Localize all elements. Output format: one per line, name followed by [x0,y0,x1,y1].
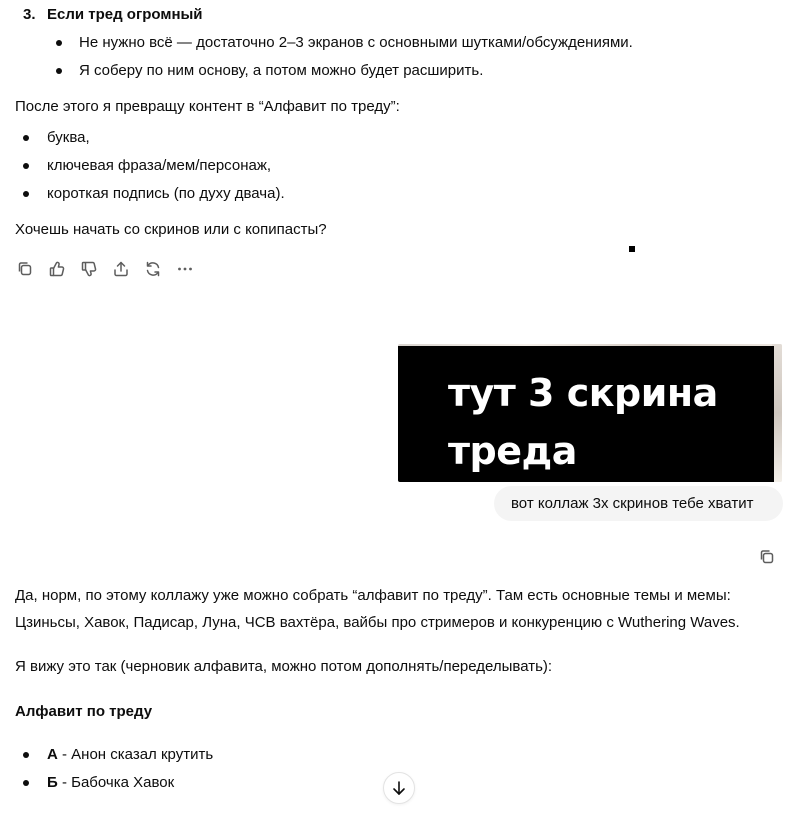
list-item: буква, [47,129,90,146]
alphabet-letter: Б [47,774,58,791]
image-overlay [398,346,774,482]
response-paragraph-line: Цзиньсы, Хавок, Падисар, Луна, ЧСВ вахтёра, вайбы про стримеров и конкуренцию с Wuthering Waves. [15,614,740,631]
intro-paragraph: После этого я превращу контент в “Алфавит по треду”: [15,98,400,115]
list-item: ключевая фраза/мем/персонаж, [47,157,272,174]
share-icon[interactable] [112,260,130,278]
alphabet-item [47,773,174,793]
alphabet-text: - Анон сказал крутить [57,746,214,763]
alphabet-item [47,745,213,765]
bullet [56,40,62,46]
thumbs-up-icon[interactable] [48,260,66,278]
response-heading: Алфавит по треду [15,703,153,720]
bullet [23,780,29,786]
sub-list-item: Я соберу по ним основу, а потом можно будет расширить. [79,62,484,79]
image-caption: тут 3 скрина треда [448,371,718,473]
scroll-down-button[interactable] [383,772,415,804]
list-item-title: Если тред огромный [47,6,203,23]
list-item: короткая подпись (по духу двача). [47,185,285,202]
sub-list-item: Не нужно всё — достаточно 2–3 экранов с основными шутками/обсуждениями. [79,34,633,51]
response-paragraph: Я вижу это так (черновик алфавита, можно потом дополнять/переделывать): [15,658,553,675]
alphabet-letter: А [47,746,58,763]
bullet [23,191,29,197]
copy-icon[interactable] [16,260,34,278]
attached-image[interactable] [398,344,782,482]
regenerate-icon[interactable] [144,260,162,278]
bullet [23,135,29,141]
user-message-bubble: вот коллаж 3х скринов тебе хватит [494,486,783,521]
bullet [23,752,29,758]
thumbs-down-icon[interactable] [80,260,98,278]
more-icon[interactable] [176,260,194,278]
alphabet-text: - Бабочка Хавок [57,774,175,791]
copy-icon[interactable] [758,548,776,566]
cursor-mark [629,246,635,252]
question-paragraph: Хочешь начать со скринов или с копипасты? [15,221,327,238]
bullet [56,68,62,74]
bullet [23,163,29,169]
list-number: 3. [23,6,36,23]
arrow-down-icon [390,779,408,797]
response-paragraph-line: Да, норм, по этому коллажу уже можно собрать “алфавит по треду”. Там есть основные темы и мемы: [15,587,731,604]
